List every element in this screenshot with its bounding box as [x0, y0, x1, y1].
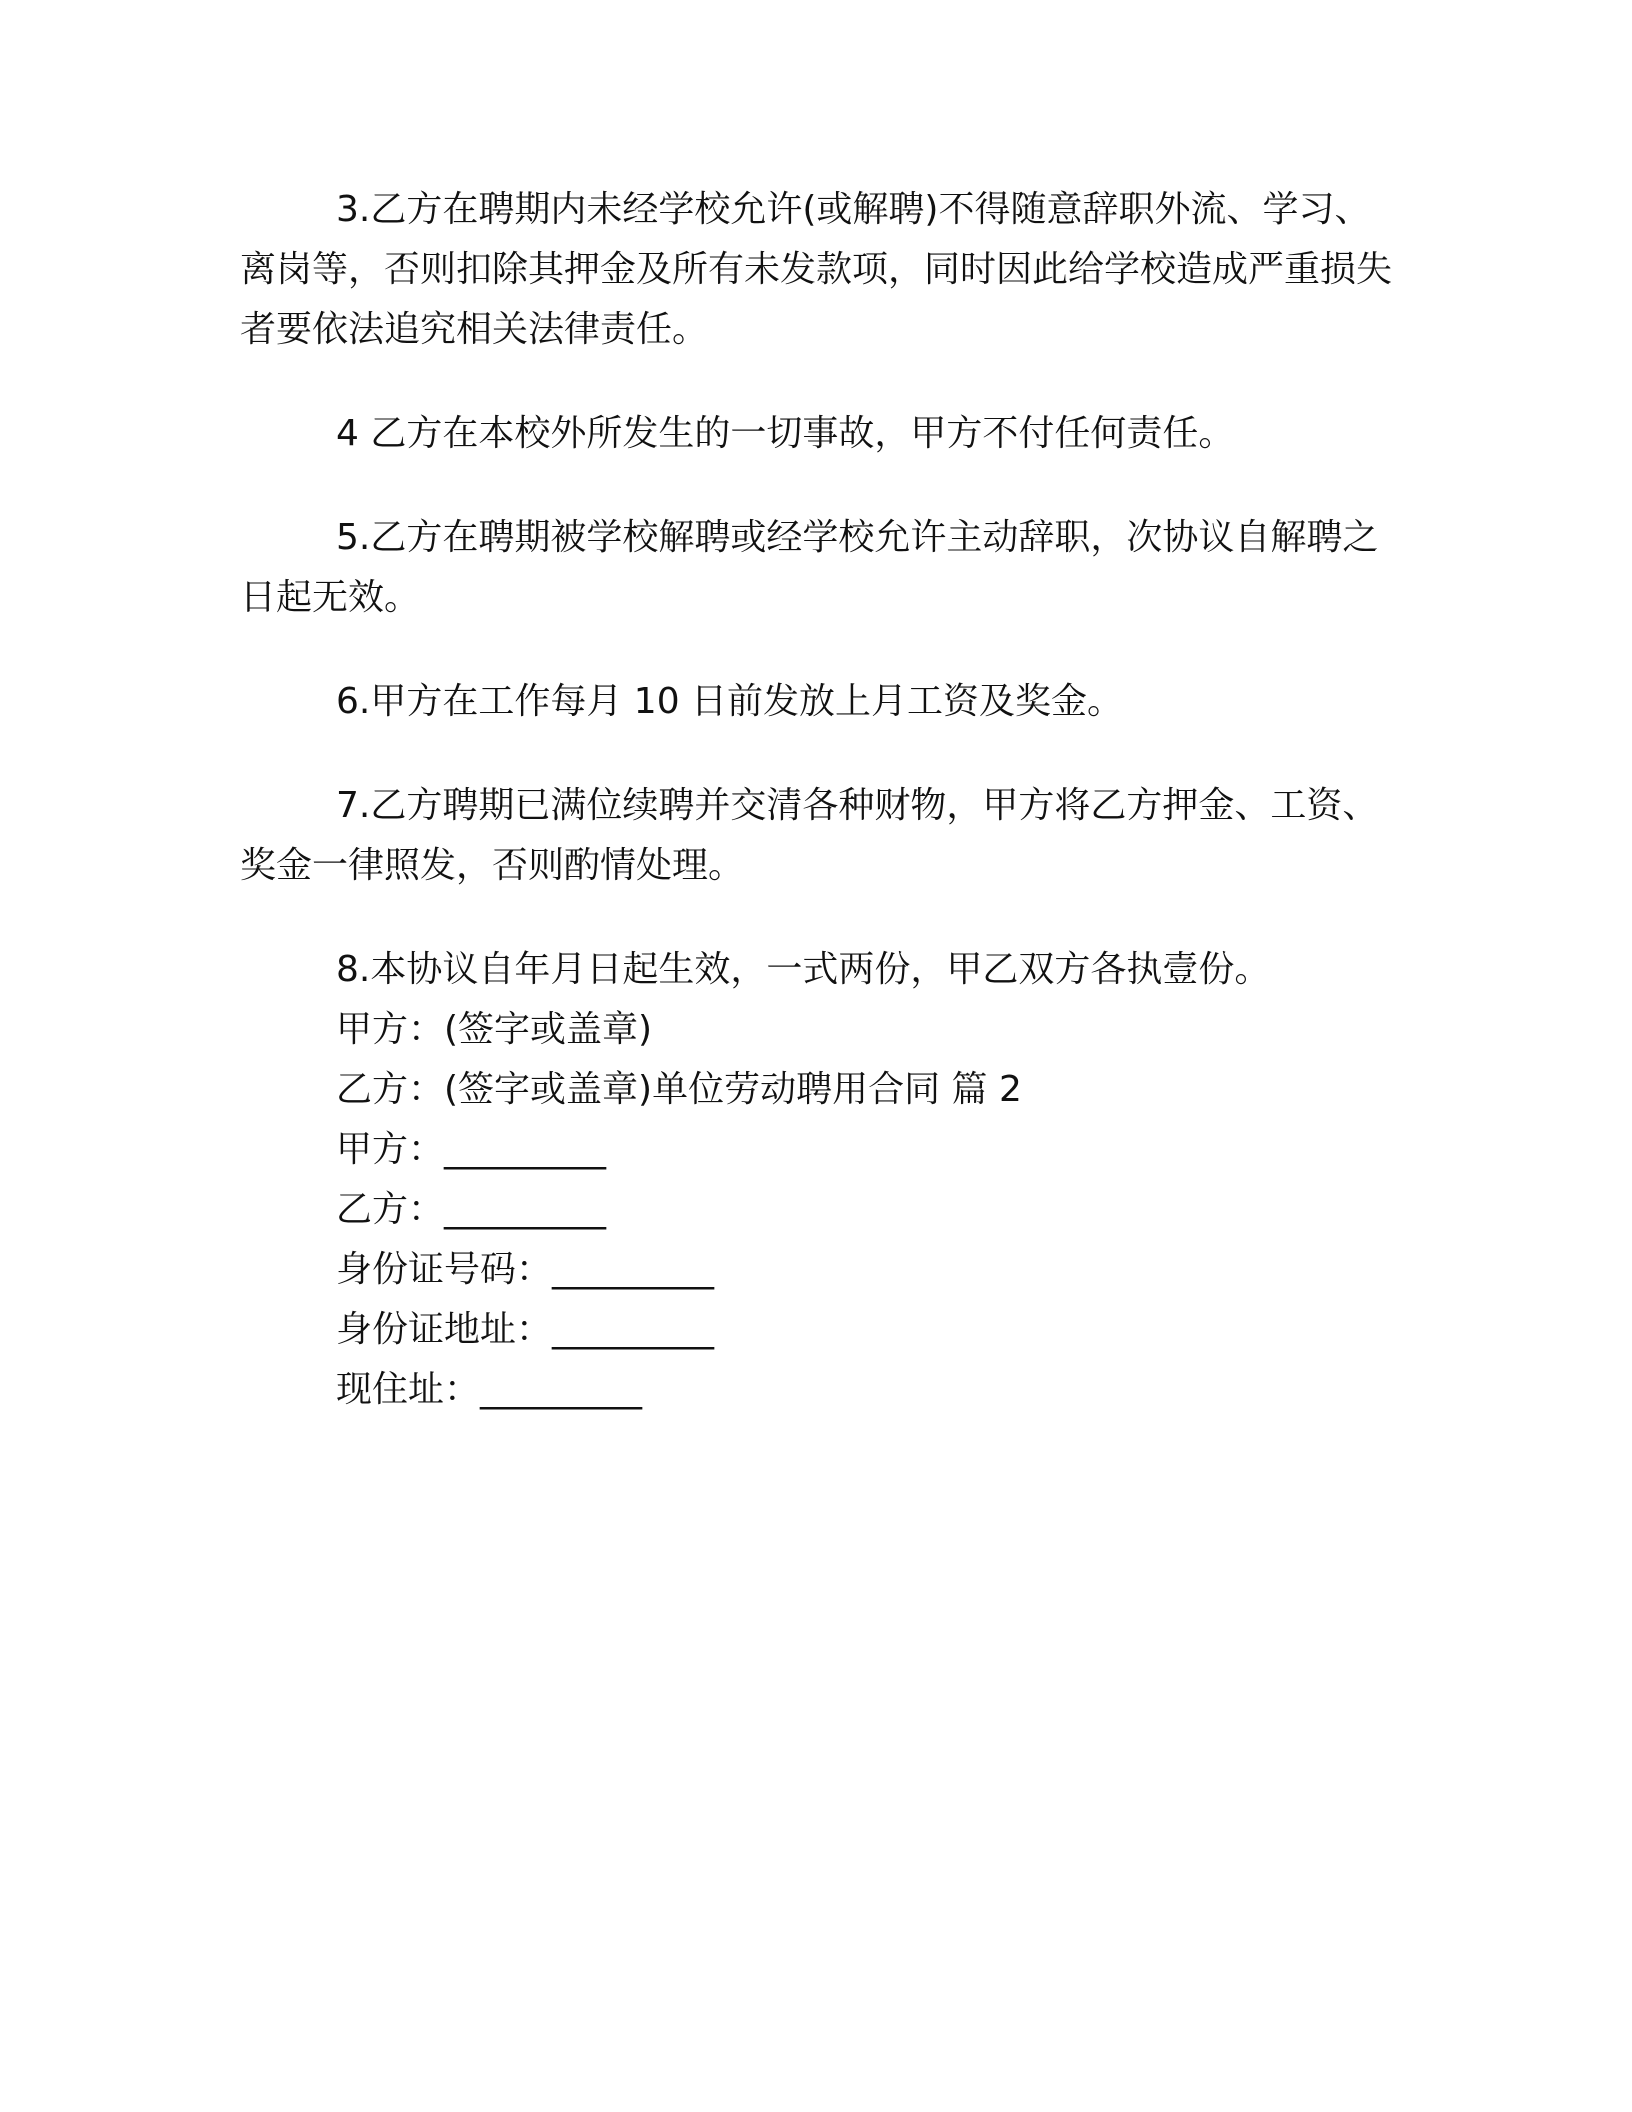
clause-8: 8.本协议自年月日起生效，一式两份，甲乙双方各执壹份。: [336, 949, 1271, 990]
field-id-number: [240, 1240, 1400, 1300]
field-label: 乙方：: [336, 1189, 445, 1230]
field-id-address: [240, 1300, 1400, 1360]
clause-4: 4 乙方在本校外所发生的一切事故，甲方不付任何责任。: [336, 413, 1235, 454]
field-label: 现住址：: [336, 1369, 481, 1410]
field-label: 身份证地址：: [336, 1309, 553, 1350]
field-party-b: [240, 1180, 1400, 1240]
clause-3: 3.乙方在聘期内未经学校允许(或解聘)不得随意辞职外流、学习、离岗等，否则扣除其押金及所有未发款项，同时因此给学校造成严重损失者要依法追究相关法律责任。: [240, 189, 1393, 350]
field-label: 甲方：: [336, 1129, 445, 1170]
field-blank: _________: [480, 1369, 643, 1410]
field-blank: _________: [552, 1249, 715, 1290]
clause-6: 6.甲方在工作每月 10 日前发放上月工资及奖金。: [336, 681, 1124, 722]
clause-5: 5.乙方在聘期被学校解聘或经学校允许主动辞职，次协议自解聘之日起无效。: [240, 517, 1379, 618]
clause-7: 7.乙方聘期已满位续聘并交清各种财物，甲方将乙方押金、工资、奖金一律照发，否则酌情处理。: [240, 785, 1379, 886]
field-party-a: [240, 1120, 1400, 1180]
party-b-signature-and-heading: 乙方：(签字或盖章)单位劳动聘用合同 篇 2: [336, 1069, 1022, 1110]
document-body: [240, 180, 1400, 1420]
field-label: 身份证号码：: [336, 1249, 553, 1290]
party-a-signature: 甲方：(签字或盖章): [336, 1009, 653, 1050]
field-current-address: [240, 1360, 1400, 1420]
field-blank: _________: [444, 1189, 607, 1230]
field-blank: _________: [444, 1129, 607, 1170]
field-blank: _________: [552, 1309, 715, 1350]
